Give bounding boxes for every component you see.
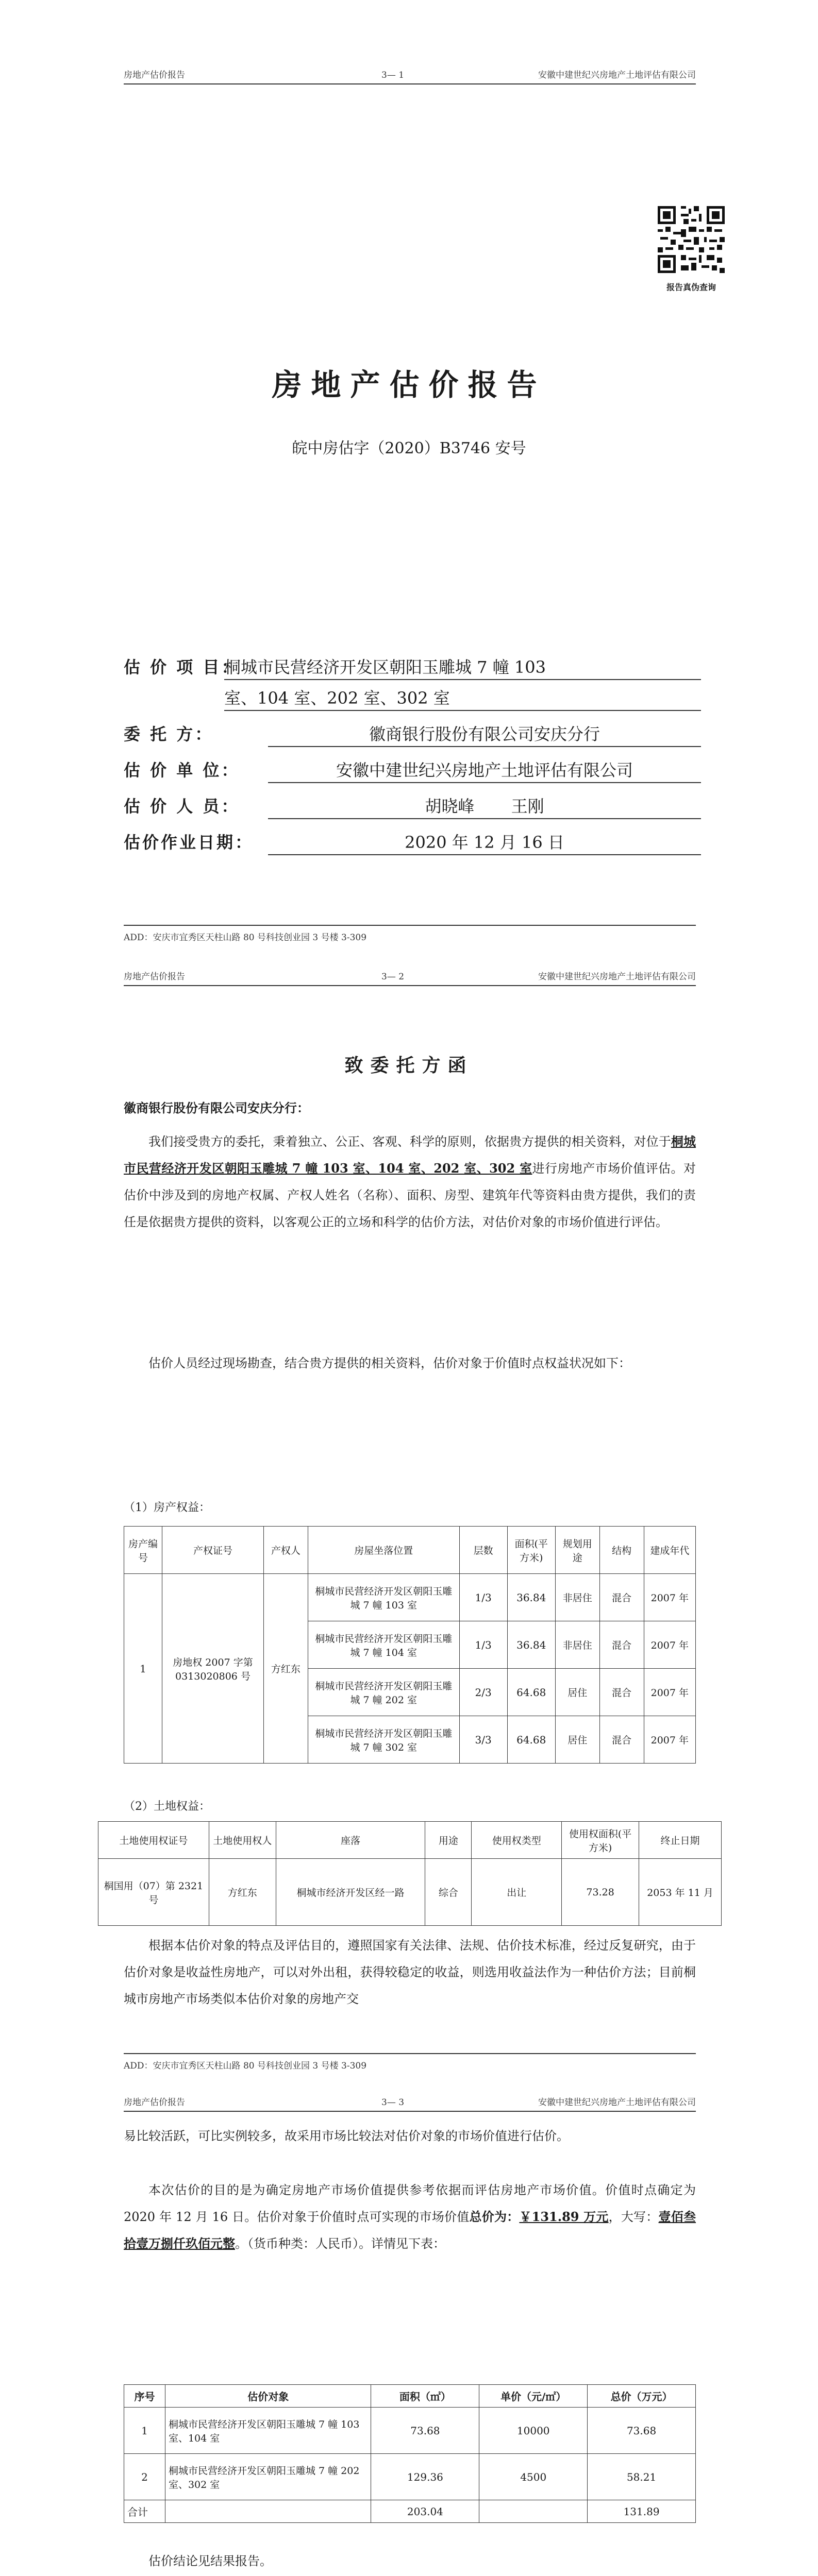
- para5-total-words: 壹佰叁拾壹万捌仟玖佰元整: [124, 2209, 696, 2251]
- project-label: 估 价 项 目：: [124, 657, 240, 677]
- cell-use: 居住: [555, 1716, 599, 1764]
- th-land-end: 终止日期: [639, 1822, 722, 1859]
- cell-object: 桐城市民营经济开发区朝阳玉雕城 7 幢 103 室、104 室: [165, 2408, 371, 2454]
- report-number: 皖中房估字（2020）B3746 安号: [292, 439, 526, 457]
- header-right: 安徽中建世纪兴房地产土地评估有限公司: [538, 70, 696, 80]
- cell-land-cert: 桐国用（07）第 2321 号: [98, 1859, 209, 1926]
- letter-paragraph-3: 根据本估价对象的特点及评估目的，遵照国家有关法律、法规、估价技术标准，经过反复研究，由于估价对象是收益性房地产，可以对外出租，获得较稳定的收益，则选用收益法作为一种估价方法；目前桐城市房地产市场类似本估价对象的房地产交: [124, 1938, 696, 2006]
- cell-area: 36.84: [507, 1621, 555, 1669]
- date-label: 估价作业日期：: [124, 833, 254, 852]
- appraiser-org-value: 安徽中建世纪兴房地产土地评估有限公司: [268, 757, 701, 783]
- cell-structure: 混合: [599, 1621, 644, 1669]
- cell-total-empty-2: [479, 2500, 588, 2523]
- cell-total-empty: [165, 2500, 371, 2523]
- valuation-table: [124, 2384, 696, 2523]
- cell-owner: 方红东: [263, 1574, 308, 1764]
- cell-location: 桐城市民营经济开发区朝阳玉雕城 7 幢 103 室: [308, 1574, 459, 1621]
- th-owner: 产权人: [263, 1527, 308, 1574]
- table-header-row: [124, 1527, 696, 1574]
- table-row: [124, 2408, 696, 2454]
- cell-location: 桐城市民营经济开发区朝阳玉雕城 7 幢 202 室: [308, 1669, 459, 1716]
- page-footer: ADD：安庆市宜秀区天柱山路 80 号科技创业园 3 号楼 3-309: [124, 925, 696, 943]
- th-land-area: 使用权面积(平方米): [562, 1822, 639, 1859]
- th-floor: 层数: [459, 1527, 507, 1574]
- th-no: 房产编号: [124, 1527, 162, 1574]
- cell-structure: 混合: [599, 1669, 644, 1716]
- letter-paragraph-5: [124, 2177, 696, 2257]
- cell-area: 64.68: [507, 1669, 555, 1716]
- qr-code[interactable]: [658, 206, 725, 273]
- para1-text-a: 我们接受贵方的委托，秉着独立、公正、客观、科学的原则，依据贵方提供的相关资料，对位于: [148, 1134, 671, 1149]
- header-left: 房地产估价报告: [124, 972, 185, 982]
- cell-seq: 2: [124, 2454, 165, 2500]
- th-land-use: 用途: [425, 1822, 472, 1859]
- cell-land-area: 73.28: [562, 1859, 639, 1926]
- th-area: 面积(平方米): [507, 1527, 555, 1574]
- cell-use: 非居住: [555, 1574, 599, 1621]
- qr-code-icon: [658, 206, 725, 273]
- cell-year: 2007 年: [644, 1669, 695, 1716]
- cell-year: 2007 年: [644, 1574, 695, 1621]
- letter-paragraph-6: 估价结论见结果报告。: [148, 2554, 272, 2568]
- page-header: [124, 2089, 696, 2112]
- cell-unit-price: 10000: [479, 2408, 588, 2454]
- cell-area: 73.68: [371, 2408, 479, 2454]
- info-row-appraisers: [124, 793, 701, 819]
- report-title: 房地产估价报告: [272, 367, 546, 402]
- house-rights-label: （1）房产权益：: [124, 1501, 210, 1514]
- header-page-number: 3— 3: [381, 2097, 405, 2108]
- table-row: [124, 1574, 696, 1621]
- page-header: [124, 963, 696, 986]
- cell-land-end: 2053 年 11 月: [639, 1859, 722, 1926]
- cell-object: 桐城市民营经济开发区朝阳玉雕城 7 幢 202 室、302 室: [165, 2454, 371, 2500]
- cell-floor: 3/3: [459, 1716, 507, 1764]
- cell-area: 36.84: [507, 1574, 555, 1621]
- info-row-date: [124, 829, 701, 855]
- cell-land-holder: 方红东: [209, 1859, 276, 1926]
- cell-area: 129.36: [371, 2454, 479, 2500]
- para5-text-a: 本次估价的目的是为确定房地产市场价值提供参考依据而评估房地产市场价值。价值时点确定为 2020 年 12 月 16 日。估价对象于价值时点可实现的市场价值: [124, 2183, 696, 2224]
- th-year: 建成年代: [644, 1527, 695, 1574]
- letter-paragraph-1: [124, 1128, 696, 1235]
- cell-total-price: 58.21: [588, 2454, 696, 2500]
- cell-structure: 混合: [599, 1716, 644, 1764]
- cell-location: 桐城市民营经济开发区朝阳玉雕城 7 幢 104 室: [308, 1621, 459, 1669]
- page-footer: ADD：安庆市宜秀区天柱山路 80 号科技创业园 3 号楼 3-309: [124, 2053, 696, 2071]
- th-land-cert: 土地使用权证号: [98, 1822, 209, 1859]
- header-page-number: 3— 2: [381, 972, 405, 982]
- cell-location: 桐城市民营经济开发区朝阳玉雕城 7 幢 302 室: [308, 1716, 459, 1764]
- table-row: [98, 1859, 722, 1926]
- table-row: [124, 2454, 696, 2500]
- th-area: 面积（㎡）: [371, 2385, 479, 2408]
- info-row-client: [124, 721, 701, 747]
- header-left: 房地产估价报告: [124, 70, 185, 80]
- table-header-row: [124, 2385, 696, 2408]
- info-row-project-cont: [124, 685, 701, 711]
- cell-seq: 1: [124, 2408, 165, 2454]
- para5-text-d: ，大写：: [608, 2210, 659, 2224]
- house-rights-table: [124, 1526, 696, 1764]
- cell-total-value: 131.89: [588, 2500, 696, 2523]
- header-page-number: 3— 1: [381, 70, 405, 80]
- appraiser-org-label: 估 价 单 位：: [124, 760, 240, 780]
- cell-cert: 房地权 2007 字第 0313020806 号: [162, 1574, 264, 1764]
- land-rights-table: [98, 1821, 722, 1926]
- th-cert: 产权证号: [162, 1527, 264, 1574]
- page-header: [124, 62, 696, 84]
- cell-area: 64.68: [507, 1716, 555, 1764]
- th-object: 估价对象: [165, 2385, 371, 2408]
- cell-structure: 混合: [599, 1574, 644, 1621]
- cell-land-use: 综合: [425, 1859, 472, 1926]
- appraisers-label: 估 价 人 员：: [124, 796, 240, 816]
- cell-floor: 2/3: [459, 1669, 507, 1716]
- land-rights-label: （2）土地权益：: [124, 1800, 210, 1813]
- cell-floor: 1/3: [459, 1621, 507, 1669]
- qr-caption: 报告真伪查询: [666, 282, 716, 292]
- cell-no: 1: [124, 1574, 162, 1764]
- table-header-row: [98, 1822, 722, 1859]
- th-land-location: 座落: [276, 1822, 425, 1859]
- th-location: 房屋坐落位置: [308, 1527, 459, 1574]
- cell-unit-price: 4500: [479, 2454, 588, 2500]
- para5-text-f: 。（货币种类：人民币）。详情见下表：: [235, 2236, 445, 2251]
- para5-total-label: 总价为：: [469, 2209, 520, 2224]
- date-value: 2020 年 12 月 16 日: [268, 829, 701, 855]
- client-label: 委 托 方：: [124, 724, 214, 744]
- th-seq: 序号: [124, 2385, 165, 2408]
- cell-year: 2007 年: [644, 1716, 695, 1764]
- para1-text-c: 进行房地产市场价值评估。对估价中涉及到的房地产权属、产权人姓名（名称）、面积、房型、建筑年代等资料由贵方提供，我们的责任是依据贵方提供的资料，以客观公正的立场和科学的估价方法，对估价对象的市场价值进行评估。: [124, 1161, 696, 1229]
- th-structure: 结构: [599, 1527, 644, 1574]
- project-value: 桐城市民营经济开发区朝阳玉雕城 7 幢 103: [224, 654, 701, 680]
- info-row-project: [124, 654, 701, 680]
- letter-paragraph-2: 估价人员经过现场勘查，结合贵方提供的相关资料，估价对象于价值时点权益状况如下：: [148, 1356, 631, 1370]
- th-use: 规划用途: [555, 1527, 599, 1574]
- project-value-cont: 室、104 室、202 室、302 室: [224, 685, 701, 711]
- letter-title: 致委托方函: [344, 1055, 474, 1076]
- cell-floor: 1/3: [459, 1574, 507, 1621]
- cell-use: 非居住: [555, 1621, 599, 1669]
- para1-property: 桐城市民营经济开发区朝阳玉雕城 7 幢 103 室、104 室、202 室、302 室: [124, 1134, 696, 1176]
- cell-total-price: 73.68: [588, 2408, 696, 2454]
- letter-addressee: 徽商银行股份有限公司安庆分行：: [124, 1100, 309, 1115]
- th-land-type: 使用权类型: [472, 1822, 562, 1859]
- table-total-row: [124, 2500, 696, 2523]
- cell-land-location: 桐城市经济开发区经一路: [276, 1859, 425, 1926]
- para5-total-value: ￥131.89 万元: [519, 2209, 609, 2224]
- th-land-holder: 土地使用权人: [209, 1822, 276, 1859]
- header-right: 安徽中建世纪兴房地产土地评估有限公司: [538, 972, 696, 982]
- info-row-appraiser-org: [124, 757, 701, 783]
- cell-total-area: 203.04: [371, 2500, 479, 2523]
- cell-total-label: 合计: [124, 2500, 165, 2523]
- th-total-price: 总价（万元）: [588, 2385, 696, 2408]
- cell-land-type: 出让: [472, 1859, 562, 1926]
- header-right: 安徽中建世纪兴房地产土地评估有限公司: [538, 2097, 696, 2108]
- appraisers-value: 胡晓峰 王刚: [268, 793, 701, 819]
- cell-use: 居住: [555, 1669, 599, 1716]
- client-value: 徽商银行股份有限公司安庆分行: [268, 721, 701, 747]
- letter-paragraph-4: 易比较活跃，可比实例较多，故采用市场比较法对估价对象的市场价值进行估价。: [124, 2129, 569, 2143]
- cell-year: 2007 年: [644, 1621, 695, 1669]
- header-left: 房地产估价报告: [124, 2097, 185, 2108]
- th-unit-price: 单价（元/㎡）: [479, 2385, 588, 2408]
